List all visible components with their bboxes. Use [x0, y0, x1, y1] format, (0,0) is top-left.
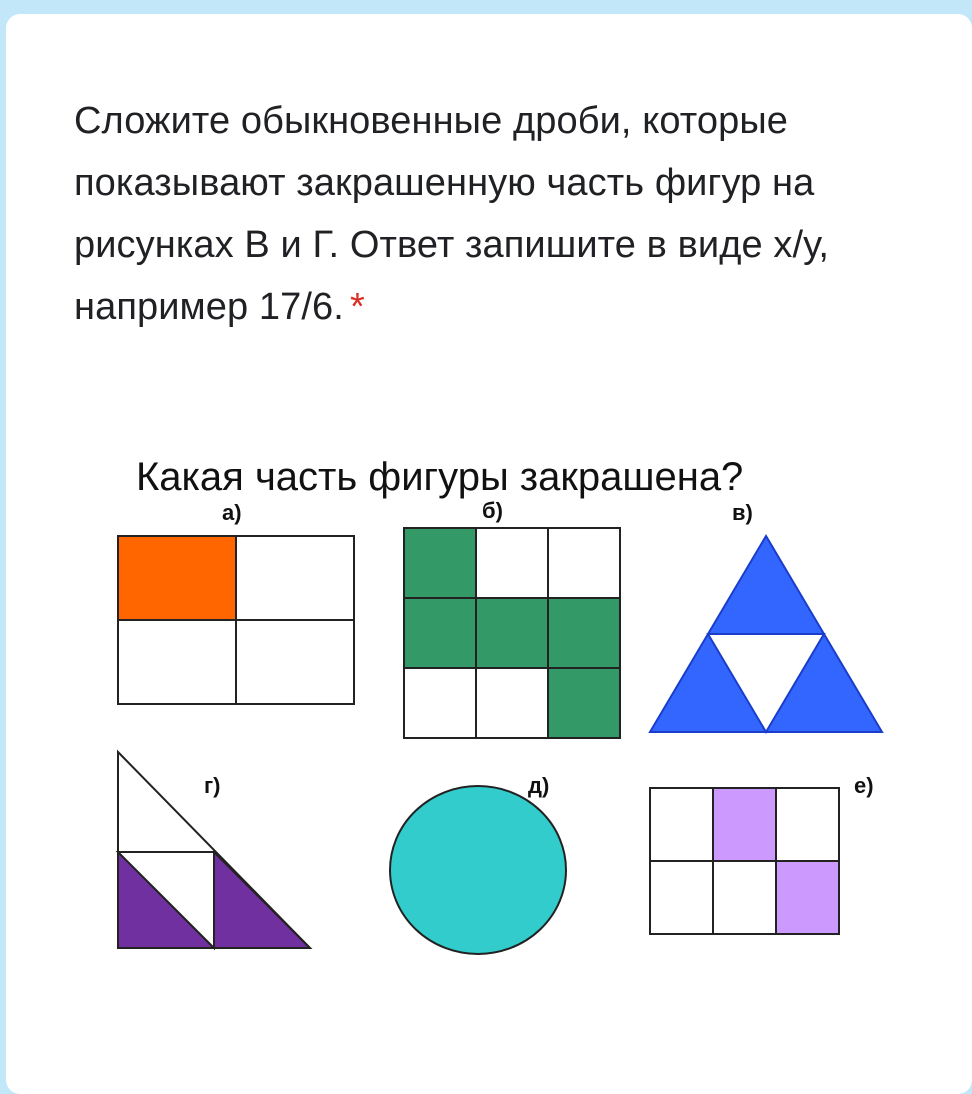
label-a: а) [222, 500, 242, 525]
label-v: в) [732, 500, 753, 525]
label-b: б) [482, 498, 503, 523]
figure-v [650, 536, 882, 732]
figure-a [118, 536, 354, 704]
question-image [100, 440, 920, 980]
figure-d [390, 786, 566, 954]
required-asterisk: * [349, 286, 365, 328]
label-g: г) [204, 773, 221, 798]
image-title: Какая часть фигуры закрашена? [136, 455, 744, 499]
figure-e [650, 788, 839, 934]
figure-b [404, 528, 620, 738]
question-text [74, 90, 954, 338]
figure-a-shaded [118, 536, 236, 620]
question-label: Сложите обыкновенные дроби, которые показывают закрашенную часть фигур на рисунках В и Г. Ответ запишите в виде х/у, например 17/6. [74, 100, 830, 328]
label-e: е) [854, 773, 874, 798]
label-d: д) [528, 773, 550, 798]
